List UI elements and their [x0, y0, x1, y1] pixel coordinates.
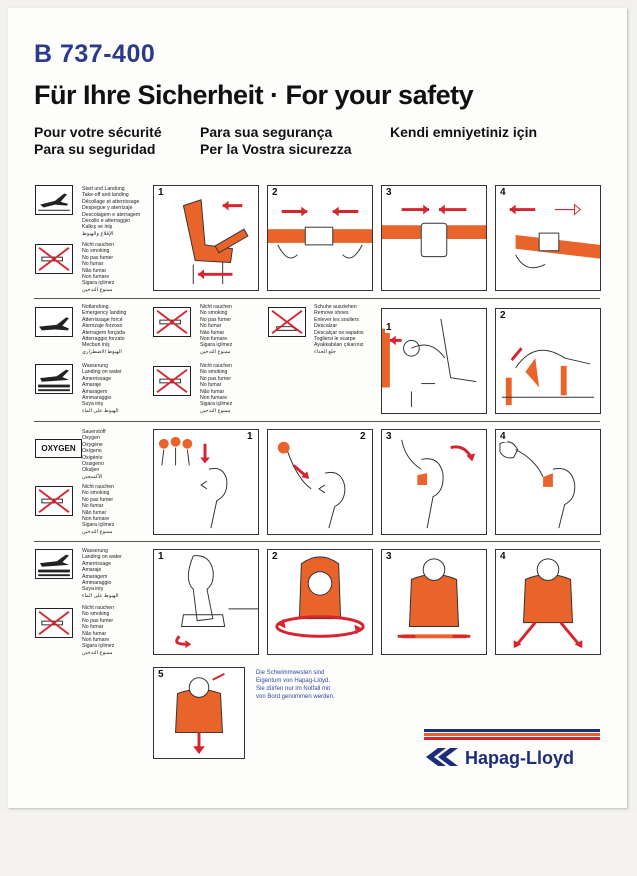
- oxygen-drop-panel: [153, 429, 259, 535]
- section-divider: [34, 421, 600, 422]
- step-number: 1: [158, 187, 164, 198]
- no-smoking-label: Nicht rauchen No smoking No pas fumer No fumar Não fumar Non fumare Sigara içilmez ممنوع التدخين: [200, 304, 233, 355]
- oxygen-badge: OXYGEN: [35, 439, 82, 458]
- water-landing-icon: [35, 364, 73, 394]
- step-number: 3: [386, 431, 392, 442]
- takeoff-icon: [35, 185, 73, 215]
- brand-name: Hapag-Lloyd: [465, 748, 575, 768]
- subtitle-pt: Para sua segurança: [200, 124, 333, 140]
- brand-stripe-red: [424, 737, 600, 740]
- no-smoking-label: Nicht rauchen No smoking No pas fumer No fumar Não fumar Non fumare Sigara içilmez ممنوع التدخين: [200, 363, 233, 414]
- step-number: 1: [247, 431, 253, 442]
- takeoff-label: Start und Landung Take-off and landing Décollage et atterrissage Despegue y aterrizaje Descolagem e aterragem Decollo e atterraggio Kalkış ve iniş الإقلاع والهبوط: [82, 186, 141, 237]
- seat-upright-panel: [153, 185, 259, 291]
- step-number: 2: [272, 187, 278, 198]
- oxygen-mask-panel: [381, 429, 487, 535]
- no-smoking-icon: [35, 244, 73, 274]
- step-number: 2: [272, 551, 278, 562]
- remove-shoes-label: Schuhe ausziehen Remove shoes Enlever les souliers Descalzar Descalçar os sapatos Togliersi le scarpe Ayakkabıları çıkarınız خلع الحذاء: [314, 304, 364, 355]
- vest-over-head-panel: [267, 549, 373, 655]
- step-number: 4: [500, 431, 506, 442]
- step-number: 5: [158, 669, 164, 680]
- step-number: 4: [500, 551, 506, 562]
- brace-alternative-panel: [495, 308, 601, 414]
- section-divider: [34, 298, 600, 299]
- brace-position-panel: [381, 308, 487, 414]
- oxygen-pull-panel: [267, 429, 373, 535]
- vest-tighten-panel: [495, 549, 601, 655]
- water-landing-label: Wasserung Landing on water Amerrissage Amaraje Amaragem Ammaraggio Suya iniş الهبوط على الماء: [82, 363, 122, 414]
- belt-fasten-panel: [267, 185, 373, 291]
- no-smoking-label: Nicht rauchen No smoking No pas fumer No fumar Não fumar Non fumare Sigara içilmez ممنوع التدخين: [82, 605, 115, 656]
- no-smoking-label: Nicht rauchen No smoking No pas fumer No fumar Não fumar Non fumare Sigara içilmez ممنوع التدخين: [82, 484, 115, 535]
- oxygen-breathe-panel: [495, 429, 601, 535]
- no-smoking-icon: [35, 608, 73, 638]
- no-smoking-icon: [153, 307, 191, 337]
- belt-release-panel: [495, 185, 601, 291]
- no-smoking-icon: [153, 366, 191, 396]
- no-smoking-label: Nicht rauchen No smoking No pas fumer No fumar Não fumar Non fumare Sigara içilmez ممنوع التدخين: [82, 242, 115, 293]
- step-number: 3: [386, 187, 392, 198]
- aircraft-model: B 737-400: [34, 40, 156, 68]
- emergency-landing-icon: [35, 307, 73, 337]
- card-headline: Für Ihre Sicherheit · For your safety: [34, 80, 474, 110]
- brand-stripe-blue: [424, 729, 600, 732]
- oxygen-label: Sauerstoff Oxygen Oxygène Oxígeno Oxigénio Ossigeno Oksijen الأكسجين: [82, 429, 106, 480]
- step-number: 2: [360, 431, 366, 442]
- subtitle-it: Per la Vostra sicurezza: [200, 141, 352, 157]
- no-smoking-icon: [35, 486, 73, 516]
- water-landing-label: Wasserung Landing on water Amerrissage Amaraje Amaragem Ammaraggio Suya iniş الهبوط على الماء: [82, 548, 122, 599]
- remove-shoes-icon: [268, 307, 306, 337]
- step-number: 1: [158, 551, 164, 562]
- vest-under-seat-panel: [153, 549, 259, 655]
- subtitle-fr-es: [34, 124, 162, 158]
- subtitle-tr: Kendi emniyetiniz için: [390, 124, 538, 140]
- belt-tighten-panel: [381, 185, 487, 291]
- subtitle-pt-it: [200, 124, 351, 158]
- emergency-landing-label: Notlandung Emergency landing Atterrissage forcé Aterrizaje forzoso Aterragem forçada Atterraggio forzato Mecburi iniş الهبوط الاضطراري: [82, 304, 127, 355]
- step-number: 1: [386, 322, 392, 333]
- vest-ownership-note: Die Schwimmwesten sind Eigentum von Hapag-Lloyd. Sie dürfen nur im Notfall mit von Bord genommen werden.: [256, 670, 335, 700]
- background-shade: [0, 812, 637, 876]
- step-number: 2: [500, 310, 506, 321]
- subtitle-fr: Pour votre sécurité: [34, 124, 162, 140]
- step-number: 3: [386, 551, 392, 562]
- subtitle-es: Para su seguridad: [34, 141, 156, 157]
- section-divider: [34, 541, 600, 542]
- brand-stripe-orange: [424, 733, 600, 736]
- vest-fasten-panel: [381, 549, 487, 655]
- vest-inflate-panel: [153, 667, 245, 759]
- water-landing-icon: [35, 549, 73, 579]
- hapag-lloyd-logo-icon: [424, 746, 458, 768]
- step-number: 4: [500, 187, 506, 198]
